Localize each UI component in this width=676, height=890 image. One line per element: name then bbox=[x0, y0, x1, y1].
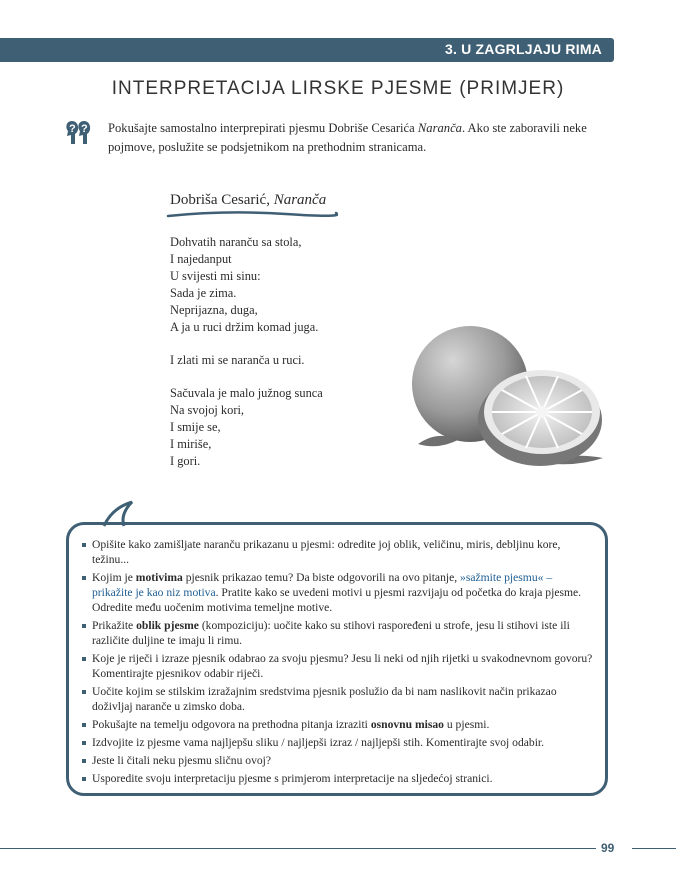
poem-line: I zlati mi se naranča u ruci. bbox=[170, 353, 305, 367]
page-number: 99 bbox=[601, 841, 615, 855]
task-text: Jeste li čitali neku pjesmu sličnu ovoj? bbox=[92, 754, 272, 767]
task-keyword: oblik pjesme bbox=[136, 619, 199, 632]
poem-line: Neprijazna, duga, bbox=[170, 303, 258, 317]
intro-text: Pokušajte samostalno interprepirati pjesmu Dobriše Cesarića bbox=[108, 121, 418, 135]
list-item bbox=[82, 753, 594, 768]
task-text: Koje je riječi i izraze pjesnik odabrao za svoju pjesmu? Jesu li neki od njih rijetki u svakodnevnom govoru? Komentirajte pjesnikov odabir riječi. bbox=[92, 652, 593, 680]
poem-title: Naranča bbox=[273, 192, 327, 208]
orange-illustration bbox=[408, 312, 608, 472]
task-text: . Pratite kako se uvedeni motivi u pjesmi razvijaju od početka do kraja pjesme. Odredite među uočenim motivima temeljne motive. bbox=[92, 586, 582, 614]
task-text: Prikažite bbox=[92, 619, 137, 632]
page-title: INTERPRETACIJA LIRSKE PJESME (PRIMJER) bbox=[111, 78, 565, 99]
task-text: pjesnik prikazao temu? Da biste odgovorili na ovo pitanje, bbox=[182, 571, 461, 584]
poem-line: I gori. bbox=[170, 454, 201, 468]
poem-author: Dobriša Cesarić, bbox=[170, 192, 274, 208]
poem-line: A ja u ruci držim komad juga. bbox=[170, 320, 319, 334]
poem-text bbox=[170, 234, 323, 486]
poem-stanza bbox=[170, 352, 323, 369]
poem-line: I miriše, bbox=[170, 437, 212, 451]
footer-rule bbox=[0, 848, 596, 849]
task-list bbox=[82, 537, 594, 789]
poem-line: Sačuvala je malo južnog sunca bbox=[170, 386, 323, 400]
poem-line: Sada je zima. bbox=[170, 286, 237, 300]
task-text: Opišite kako zamišljate naranču prikazanu u pjesmi: odredite joj oblik, veličinu, miris, debljinu kore, težinu... bbox=[92, 538, 561, 566]
poem-line: I najedanput bbox=[170, 252, 232, 266]
task-text: Pokušajte na temelju odgovora na prethodna pitanja izraziti bbox=[92, 718, 371, 731]
heading-swash-underline bbox=[166, 208, 338, 220]
list-item bbox=[82, 618, 594, 648]
poem-line: U svijesti mi sinu: bbox=[170, 269, 261, 283]
intro-text-end: . Ako ste zaboravili neke pojmove, poslužite se podsjetnikom na prethodnim stranicama. bbox=[108, 121, 587, 154]
footer-rule-right bbox=[632, 848, 676, 849]
task-text: Izdvojite iz pjesme vama najljepšu sliku / najljepši izraz / najljepši stih. Komentirajte svoj odabir. bbox=[92, 736, 545, 749]
poem-stanza bbox=[170, 385, 323, 470]
intro-paragraph bbox=[108, 119, 628, 157]
poem-line: Dohvatih naranču sa stola, bbox=[170, 235, 302, 249]
task-text: (kompoziciju): uočite kako su stihovi raspoređeni u strofe, jesu li stihovi iste ili različite duljine te imaju li rimu. bbox=[92, 619, 570, 647]
poem-line: Na svojoj kori, bbox=[170, 403, 244, 417]
task-text: Kojim je bbox=[92, 571, 136, 584]
chapter-header-bar bbox=[0, 38, 614, 62]
task-text: Uočite kojim se stilskim izražajnim sredstvima pjesnik poslužio da bi nam naslikovit način prikazao doživljaj naranče u zimsko doba. bbox=[92, 685, 557, 713]
poem-line: I smije se, bbox=[170, 420, 221, 434]
chapter-title: 3. U ZAGRLJAJU RIMA bbox=[444, 41, 602, 57]
svg-text:?: ? bbox=[69, 123, 76, 135]
list-item bbox=[82, 717, 594, 732]
poem-stanza bbox=[170, 234, 323, 336]
task-text: Usporedite svoju interpretaciju pjesme s primjerom interpretacije na sljedećoj stranici. bbox=[92, 772, 493, 785]
task-text: u pjesmi. bbox=[443, 718, 490, 731]
list-item bbox=[82, 684, 594, 714]
svg-text:?: ? bbox=[81, 123, 88, 135]
list-item bbox=[82, 537, 594, 567]
list-item bbox=[82, 651, 594, 681]
question-heads-icon bbox=[64, 118, 94, 148]
task-keyword: osnovnu misao bbox=[370, 718, 444, 731]
intro-poem-title: Naranča bbox=[417, 121, 462, 135]
list-item bbox=[82, 771, 594, 786]
poem-heading bbox=[170, 192, 326, 209]
task-highlight: »sažmite pjesmu« – prikažite je kao niz motiva bbox=[92, 571, 553, 599]
list-item bbox=[82, 570, 594, 615]
task-keyword: motivima bbox=[135, 571, 183, 584]
list-item bbox=[82, 735, 594, 750]
